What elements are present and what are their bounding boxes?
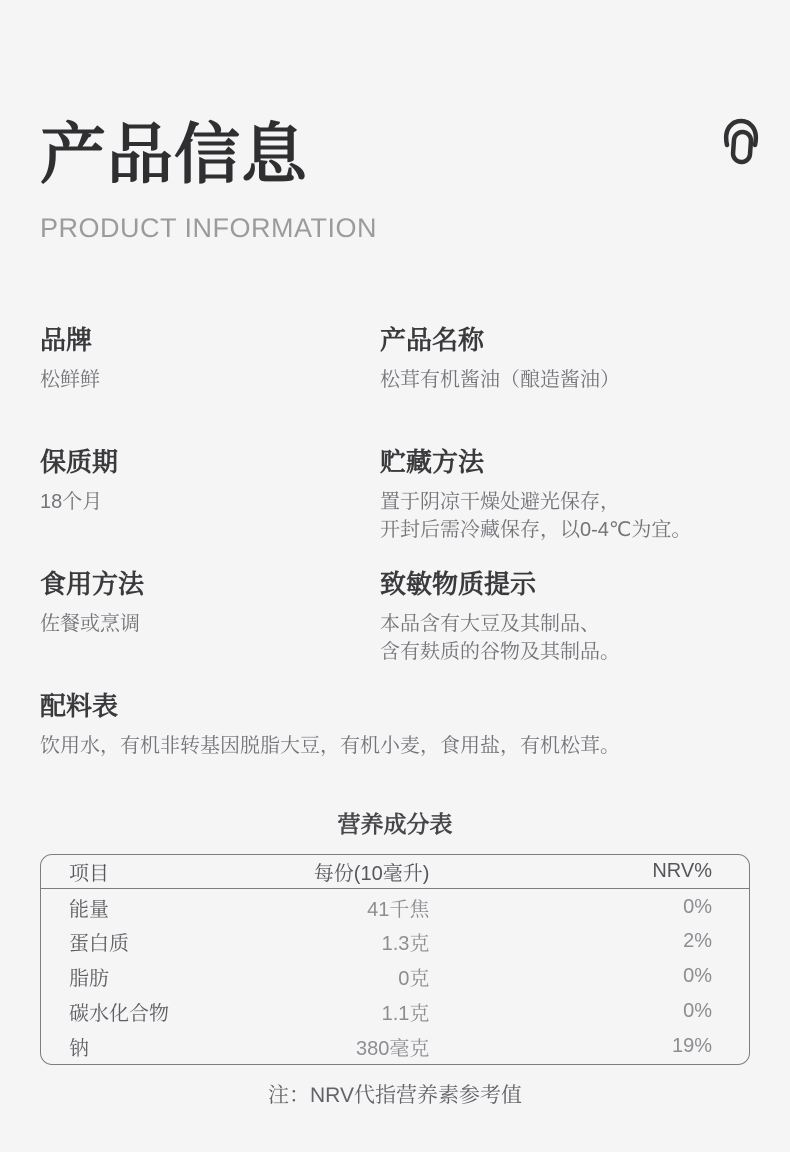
protein-amount: 1.3克 (381, 932, 430, 955)
product-name-label: 产品名称 (380, 324, 485, 355)
product-info-grid (40, 320, 750, 686)
fat-amount: 0克 (398, 967, 430, 990)
mushroom-icon (720, 117, 762, 167)
sodium-amount: 380毫克 (356, 1037, 430, 1060)
fat-nrv: 0% (683, 964, 712, 987)
nutrition-col-item: 项目 (41, 855, 310, 889)
info-block-allergen (380, 564, 750, 686)
storage-value-line2: 开封后需冷藏保存，以0-4℃为宜。 (380, 518, 692, 541)
info-block-usage (40, 564, 380, 686)
table-row-carbohydrate (41, 994, 749, 1029)
allergen-label: 致敏物质提示 (380, 568, 537, 599)
energy-nrv: 0% (683, 896, 712, 919)
energy-amount: 41千焦 (367, 899, 430, 922)
carbohydrate-label: 碳水化合物 (69, 1002, 169, 1025)
nutrition-col-nrv: NRV% (430, 855, 749, 889)
usage-value: 佐餐或烹调 (40, 612, 140, 635)
nutrition-table-container (40, 854, 750, 1065)
ingredients-value: 饮用水，有机非转基因脱脂大豆，有机小麦，食用盐，有机松茸。 (40, 734, 620, 757)
sodium-nrv: 19% (671, 1034, 712, 1057)
page-header (0, 0, 790, 244)
nutrition-col-serving: 每份(10毫升) (310, 855, 430, 889)
shelf-life-value: 18个月 (40, 490, 103, 513)
carbohydrate-amount: 1.1克 (381, 1002, 430, 1025)
table-row-sodium (41, 1029, 749, 1064)
table-row-protein (41, 924, 749, 959)
nutrition-header-row (41, 855, 749, 889)
brand-label: 品牌 (40, 324, 93, 355)
info-block-storage (380, 442, 750, 564)
carbohydrate-nrv: 0% (683, 999, 712, 1022)
info-block-ingredients (40, 686, 750, 760)
shelf-life-label: 保质期 (40, 446, 119, 477)
table-row-energy (41, 889, 749, 924)
storage-label: 贮藏方法 (380, 446, 485, 477)
sodium-label: 钠 (69, 1037, 89, 1060)
allergen-value-line2: 含有麸质的谷物及其制品。 (380, 640, 620, 663)
protein-nrv: 2% (683, 929, 712, 952)
usage-label: 食用方法 (40, 568, 145, 599)
allergen-value-line1: 本品含有大豆及其制品、 (380, 612, 600, 635)
energy-label: 能量 (69, 899, 109, 922)
ingredients-label: 配料表 (40, 690, 119, 721)
page-title: 产品信息 (40, 117, 308, 191)
fat-label: 脂肪 (69, 967, 109, 990)
info-block-product-name (380, 320, 750, 442)
protein-label: 蛋白质 (69, 932, 129, 955)
brand-value: 松鲜鲜 (40, 368, 100, 391)
product-name-value: 松茸有机酱油（酿造酱油） (380, 368, 620, 391)
table-row-fat (41, 959, 749, 994)
nutrition-table-title: 营养成分表 (337, 810, 453, 837)
nutrition-table (41, 855, 749, 1064)
nrv-note: 注：NRV代指营养素参考值 (268, 1083, 522, 1107)
page-subtitle: PRODUCT INFORMATION (40, 212, 377, 243)
info-block-brand (40, 320, 380, 442)
storage-value-line1: 置于阴凉干燥处避光保存， (380, 490, 620, 513)
info-block-shelf-life (40, 442, 380, 564)
